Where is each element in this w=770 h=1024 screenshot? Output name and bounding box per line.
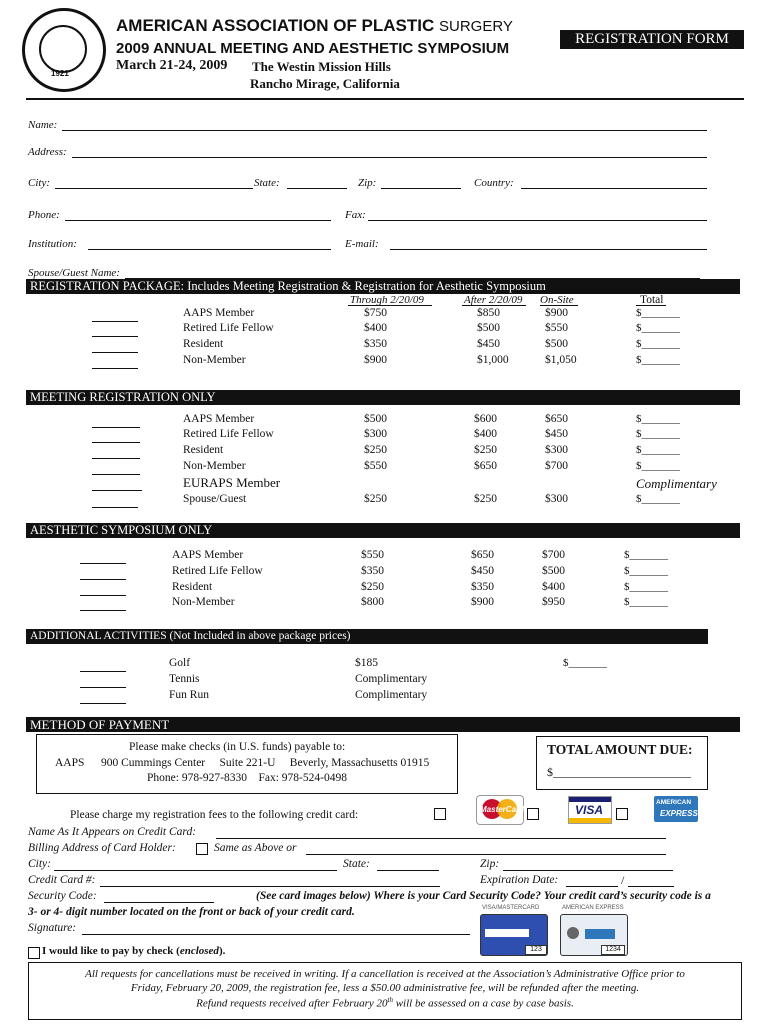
same-as-above-label: Same as Above or [214, 842, 297, 854]
institution-label: Institution: [28, 238, 77, 250]
total-due-box [536, 736, 708, 790]
org-title-part1: AMERICAN ASSOCIATION OF PLASTIC [116, 16, 435, 35]
euraps-label: EURAPS Member [183, 475, 281, 490]
col-after-underline [462, 305, 526, 306]
symposium-row-label: Retired Life Fellow [172, 565, 263, 577]
spouse-label: Spouse/Guest Name: [28, 267, 120, 279]
symposium-row-price-after: $350 [471, 581, 494, 593]
symposium-row-price-onsite: $700 [542, 549, 565, 561]
package-row-blank[interactable] [92, 368, 138, 369]
cancellation-line-2: Friday, February 20, 2009, the registration fee, less a $50.00 administrative fee, will be refunded after the meeting. [130, 982, 640, 994]
name-on-card-label: Name As It Appears on Credit Card: [28, 826, 197, 838]
meeting-city: Rancho Mirage, California [250, 76, 400, 91]
meeting-row-total[interactable]: $_______ [636, 444, 680, 456]
col-after: After 2/20/09 [464, 294, 523, 306]
symposium-row-price-after: $900 [471, 596, 494, 608]
email-label: E-mail: [345, 238, 379, 250]
package-row-blank[interactable] [92, 321, 138, 322]
symposium-row-price-after: $450 [471, 565, 494, 577]
symposium-row-total[interactable]: $_______ [624, 565, 668, 577]
seal-inner-ring [39, 25, 87, 73]
security-code-label: Security Code: [28, 890, 97, 902]
meeting-row-price-after: $250 [474, 444, 497, 456]
cid-box: 1234 [601, 945, 625, 955]
symposium-row-label: Non-Member [172, 596, 235, 608]
package-row-total[interactable]: $_______ [636, 307, 680, 319]
meeting-row-price-after: $400 [474, 428, 497, 440]
expiration-label: Expiration Date: [480, 874, 559, 886]
mastercard-checkbox[interactable] [527, 808, 539, 820]
card-number-label: Credit Card #: [28, 874, 96, 886]
payee-box [36, 734, 458, 794]
zip-field[interactable] [381, 188, 461, 189]
phone-label: Phone: [28, 209, 60, 221]
package-row-price-through: $400 [364, 322, 387, 334]
symposium-row-blank[interactable] [80, 595, 126, 596]
col-onsite: On-Site [540, 294, 574, 306]
col-through: Through 2/20/09 [350, 294, 424, 306]
amex-card-front-image [560, 914, 628, 956]
package-row-price-after: $500 [477, 322, 500, 334]
amex-logo [654, 796, 698, 822]
security-code-note: (See card images below) Where is your Card Security Code? Your credit card’s security code is a [256, 890, 711, 902]
symposium-row-total[interactable]: $_______ [624, 596, 668, 608]
spouse-row-price-after: $250 [474, 493, 497, 505]
amex-centurion [567, 927, 579, 939]
cvv-box: 123 [525, 945, 547, 955]
city-field[interactable] [55, 188, 253, 189]
form-title-badge: REGISTRATION FORM [560, 30, 744, 49]
card-number-field[interactable] [100, 886, 440, 887]
meeting-row-price-through: $550 [364, 460, 387, 472]
cancellation-line-1: All requests for cancellations must be received in writing. If a cancellation is received at the Association’s Administrative Office prior to [85, 968, 685, 980]
meeting-dates: March 21-24, 2009 [116, 58, 228, 73]
symposium-row-blank[interactable] [80, 610, 126, 611]
col-through-underline [348, 305, 432, 306]
payee-address: 900 Cummings Center Suite 221-U Beverly, Massachusetts 01915 [101, 757, 430, 769]
amex-text-1: AMERICAN [656, 799, 692, 806]
visa-logo [568, 796, 612, 824]
symposium-row-total[interactable]: $_______ [624, 549, 668, 561]
card-checkbox[interactable] [434, 808, 446, 820]
billing-zip-field[interactable] [503, 870, 673, 871]
zip-label: Zip: [358, 177, 377, 189]
package-row-price-onsite: $1,050 [545, 354, 577, 366]
package-row-blank[interactable] [92, 352, 138, 353]
symposium-row-price-onsite: $400 [542, 581, 565, 593]
amex-card-logo [585, 929, 615, 939]
pay-by-check-post: ). [218, 945, 226, 957]
symposium-row-total[interactable]: $_______ [624, 581, 668, 593]
meeting-row-price-after: $600 [474, 413, 497, 425]
col-total: Total [640, 294, 664, 306]
address-field[interactable] [72, 157, 707, 158]
meeting-row-blank[interactable] [92, 458, 140, 459]
col-total-underline [636, 305, 666, 306]
col-onsite-underline [540, 305, 578, 306]
spouse-row-label: Spouse/Guest [183, 493, 247, 505]
amex-text-2: EXPRESS [660, 809, 698, 818]
meeting-row-label: Resident [183, 444, 224, 456]
package-row-price-after: $1,000 [477, 354, 509, 366]
cancellation-line-3 [29, 996, 741, 1010]
activity-price-golf: $185 [355, 657, 378, 669]
package-row-price-after: $450 [477, 338, 500, 350]
state-label: State: [254, 177, 280, 189]
billing-zip-label: Zip: [480, 858, 500, 870]
meeting-row-price-through: $250 [364, 444, 387, 456]
package-section-header: REGISTRATION PACKAGE: Includes Meeting Registration & Registration for Aesthetic Symposium [26, 279, 740, 294]
seal-year: 1921 [51, 69, 69, 78]
signature-label: Signature: [28, 922, 77, 934]
billing-address-label: Billing Address of Card Holder: [28, 842, 176, 854]
pay-by-check-checkbox[interactable] [28, 947, 40, 959]
address-label: Address: [28, 146, 67, 158]
total-due-field[interactable]: $_______________________ [547, 765, 691, 779]
symposium-row-price-through: $550 [361, 549, 384, 561]
pay-by-check-pre: I would like to pay by check ( [42, 945, 180, 957]
name-field[interactable] [62, 130, 707, 131]
activity-row-blank[interactable] [80, 703, 126, 704]
payment-section-header: METHOD OF PAYMENT [26, 717, 740, 732]
institution-field[interactable] [88, 249, 331, 250]
expiration-slash: / [621, 873, 625, 887]
activity-price-funrun: Complimentary [355, 689, 428, 701]
billing-state-label: State: [343, 858, 370, 870]
package-row-price-through: $350 [364, 338, 387, 350]
activity-row-blank[interactable] [80, 671, 126, 672]
total-due-label: TOTAL AMOUNT DUE: [547, 742, 693, 757]
amex-image-label: AMERICAN EXPRESS [562, 905, 624, 911]
expiration-month-field[interactable] [566, 886, 618, 887]
charge-card-line: Please charge my registration fees to the following credit card: [70, 809, 359, 821]
meeting-row-price-through: $500 [364, 413, 387, 425]
fax-field[interactable] [368, 220, 707, 221]
package-row-label: Retired Life Fellow [183, 322, 274, 334]
association-seal [22, 8, 106, 92]
meeting-row-price-onsite: $450 [545, 428, 568, 440]
package-row-blank[interactable] [92, 336, 138, 337]
package-row-total[interactable]: $_______ [636, 322, 680, 334]
security-code-field[interactable] [104, 902, 214, 903]
activity-row-blank[interactable] [80, 687, 126, 688]
city-label: City: [28, 177, 50, 189]
cancellation-line-3-post: will be assessed on a case by case basis. [392, 997, 574, 1010]
package-row-price-onsite: $550 [545, 322, 568, 334]
org-title [116, 16, 513, 36]
country-field[interactable] [521, 188, 707, 189]
visa-text: VISA [575, 803, 604, 817]
package-row-price-onsite: $900 [545, 307, 568, 319]
symposium-row-price-onsite: $500 [542, 565, 565, 577]
package-row-price-through: $900 [364, 354, 387, 366]
package-row-total[interactable]: $_______ [636, 338, 680, 350]
symposium-row-blank[interactable] [80, 579, 126, 580]
symposium-row-label: AAPS Member [172, 549, 244, 561]
meeting-row-blank[interactable] [92, 427, 140, 428]
package-row-price-through: $750 [364, 307, 387, 319]
mastercard-logo [476, 795, 524, 825]
activity-label-funrun: Fun Run [169, 689, 209, 701]
payee-name: AAPS [55, 757, 85, 769]
activity-label-golf: Golf [169, 657, 191, 669]
meeting-row-total[interactable]: $_______ [636, 460, 680, 472]
visa-mc-card-back-image [480, 914, 548, 956]
payee-phone-fax: Phone: 978-927-8330 Fax: 978-524-0498 [147, 772, 347, 784]
visa-top-stripe [569, 797, 611, 802]
meeting-row-label: Retired Life Fellow [183, 428, 274, 440]
name-on-card-field[interactable] [216, 838, 666, 839]
symposium-row-price-through: $350 [361, 565, 384, 577]
same-as-above-checkbox[interactable] [196, 843, 208, 855]
meeting-row-label: AAPS Member [183, 413, 255, 425]
spouse-row-total[interactable]: $_______ [636, 493, 680, 505]
meeting-section-header: MEETING REGISTRATION ONLY [26, 390, 740, 405]
spouse-row-blank[interactable] [92, 507, 138, 508]
symposium-row-price-through: $800 [361, 596, 384, 608]
name-label: Name: [28, 119, 58, 131]
meeting-row-blank[interactable] [92, 474, 140, 475]
meeting-venue: The Westin Mission Hills [252, 59, 391, 74]
symposium-row-price-through: $250 [361, 581, 384, 593]
email-field[interactable] [390, 249, 707, 250]
meeting-row-blank[interactable] [92, 442, 140, 443]
pay-by-check-label [42, 945, 225, 957]
meeting-row-total[interactable]: $_______ [636, 413, 680, 425]
checks-payable-line: Please make checks (in U.S. funds) payable to: [129, 741, 346, 753]
package-row-label: AAPS Member [183, 307, 255, 319]
package-row-label: Non-Member [183, 354, 246, 366]
phone-field[interactable] [65, 220, 331, 221]
visa-mc-image-label: VISA/MASTERCARD [482, 905, 540, 911]
cancellation-line-3-sup: th [387, 996, 393, 1004]
meeting-row-price-onsite: $700 [545, 460, 568, 472]
meeting-row-price-onsite: $650 [545, 413, 568, 425]
visa-checkbox[interactable] [616, 808, 628, 820]
expiration-year-field[interactable] [628, 886, 674, 887]
visa-bottom-stripe [569, 818, 611, 823]
symposium-row-blank[interactable] [80, 563, 126, 564]
country-label: Country: [474, 177, 514, 189]
cancellation-line-3-pre: Refund requests received after February 20 [196, 997, 388, 1010]
cancellation-policy-box [28, 962, 742, 1020]
org-title-part2: SURGERY [439, 18, 513, 35]
meeting-row-price-onsite: $300 [545, 444, 568, 456]
spouse-row-price-onsite: $300 [545, 493, 568, 505]
meeting-row-total[interactable]: $_______ [636, 428, 680, 440]
meeting-row-label: Non-Member [183, 460, 246, 472]
mastercard-text: MasterCard [480, 805, 525, 814]
package-row-total[interactable]: $_______ [636, 354, 680, 366]
package-row-price-after: $850 [477, 307, 500, 319]
spouse-row-price-through: $250 [364, 493, 387, 505]
security-code-note-2: 3- or 4- digit number located on the front or back of your credit card. [28, 906, 355, 918]
fax-label: Fax: [345, 209, 366, 221]
meeting-row-price-through: $300 [364, 428, 387, 440]
activity-total-golf[interactable]: $_______ [563, 657, 607, 669]
state-field[interactable] [287, 188, 347, 189]
meeting-row-price-after: $650 [474, 460, 497, 472]
header-divider [26, 98, 744, 100]
billing-city-label: City: [28, 858, 51, 870]
activity-price-tennis: Complimentary [355, 673, 428, 685]
symposium-row-price-after: $650 [471, 549, 494, 561]
billing-state-field[interactable] [377, 870, 439, 871]
symposium-section-header: AESTHETIC SYMPOSIUM ONLY [26, 523, 740, 538]
billing-city-field[interactable] [54, 870, 337, 871]
package-row-price-onsite: $500 [545, 338, 568, 350]
activity-label-tennis: Tennis [169, 673, 200, 685]
meeting-title: 2009 ANNUAL MEETING AND AESTHETIC SYMPOSIUM [116, 40, 510, 57]
signature-strip [485, 929, 529, 937]
symposium-row-price-onsite: $950 [542, 596, 565, 608]
signature-field[interactable] [82, 934, 470, 935]
pay-by-check-em: enclosed [179, 945, 219, 957]
euraps-blank[interactable] [92, 490, 142, 491]
billing-address-field[interactable] [306, 854, 666, 855]
euraps-total: Complimentary [636, 476, 717, 491]
package-row-label: Resident [183, 338, 224, 350]
symposium-row-label: Resident [172, 581, 213, 593]
activities-section-header: ADDITIONAL ACTIVITIES (Not Included in above package prices) [26, 629, 708, 644]
